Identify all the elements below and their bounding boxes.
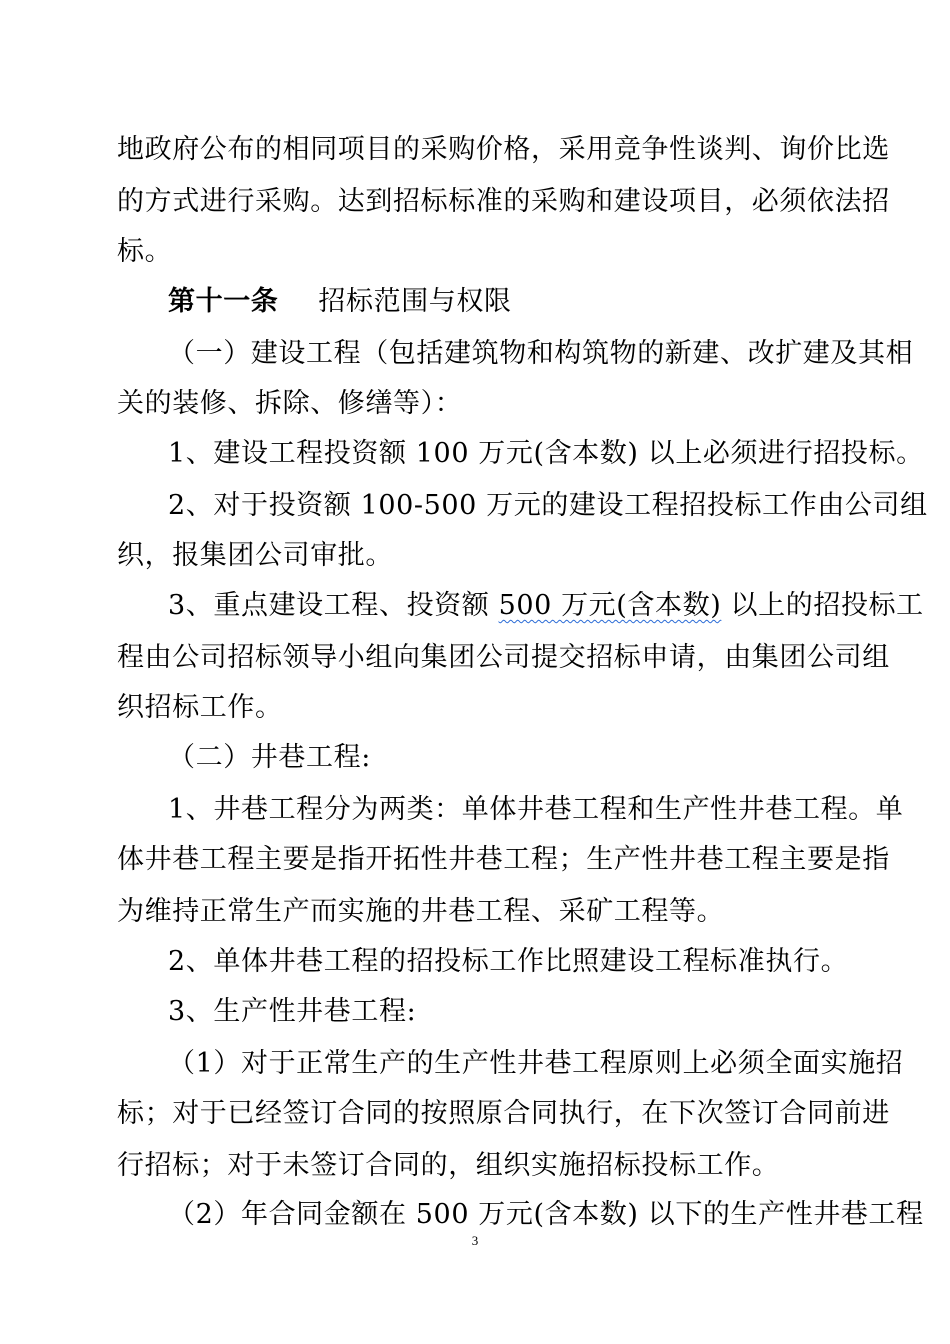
paragraph-line: 标；对于已经签订合同的按照原合同执行，在下次签订合同前进 [117,1098,890,1129]
paragraph-line: 地政府公布的相同项目的采购价格，采用竞争性谈判、询价比选 [117,134,890,165]
list-item: 2、对于投资额 100-500 万元的建设工程招投标工作由公司组 [168,490,928,521]
list-item: 3、生产性井巷工程: [168,996,417,1027]
paragraph-line: 关的装修、拆除、修缮等）： [117,388,463,419]
paragraph-line: 标。 [117,236,173,267]
paragraph-line: 行招标；对于未签订合同的，组织实施招标投标工作。 [117,1150,780,1181]
list-item: （1）对于正常生产的生产性井巷工程原则上必须全面实施招 [168,1048,904,1079]
paragraph-line: 体井巷工程主要是指开拓性井巷工程；生产性井巷工程主要是指 [117,844,890,875]
paragraph-line: 程由公司招标领导小组向集团公司提交招标申请，由集团公司组 [117,642,890,673]
list-item: 1、井巷工程分为两类：单体井巷工程和生产性井巷工程。单 [168,794,904,825]
list-item: （2）年合同金额在 500 万元(含本数) 以下的生产性井巷工程 [168,1199,924,1230]
article-title: 招标范围与权限 [318,286,512,317]
page-number: 3 [471,1233,479,1248]
paragraph-line: 的方式进行采购。达到招标标准的采购和建设项目，必须依法招 [117,186,890,217]
article-number: 第十一条 [168,286,279,317]
paragraph-line: （一）建设工程（包括建筑物和构筑物的新建、改扩建及其相 [168,338,914,369]
section-heading: （二）井巷工程: [168,742,371,773]
list-item: 1、建设工程投资额 100 万元(含本数) 以上必须进行招投标。 [168,438,924,469]
list-item-text: 3、重点建设工程、投资额 [168,590,499,621]
list-item-text: 以上的招投标工 [721,590,924,621]
paragraph-line: 为维持正常生产而实施的井巷工程、采矿工程等。 [117,896,725,927]
list-item: 2、单体井巷工程的招投标工作比照建设工程标准执行。 [168,946,849,977]
spellcheck-marked-text: 500 万元(含本数) [498,590,722,621]
paragraph-line: 织，报集团公司审批。 [117,540,393,571]
paragraph-line: 织招标工作。 [117,692,283,723]
list-item [168,588,924,624]
article-heading [168,284,833,320]
